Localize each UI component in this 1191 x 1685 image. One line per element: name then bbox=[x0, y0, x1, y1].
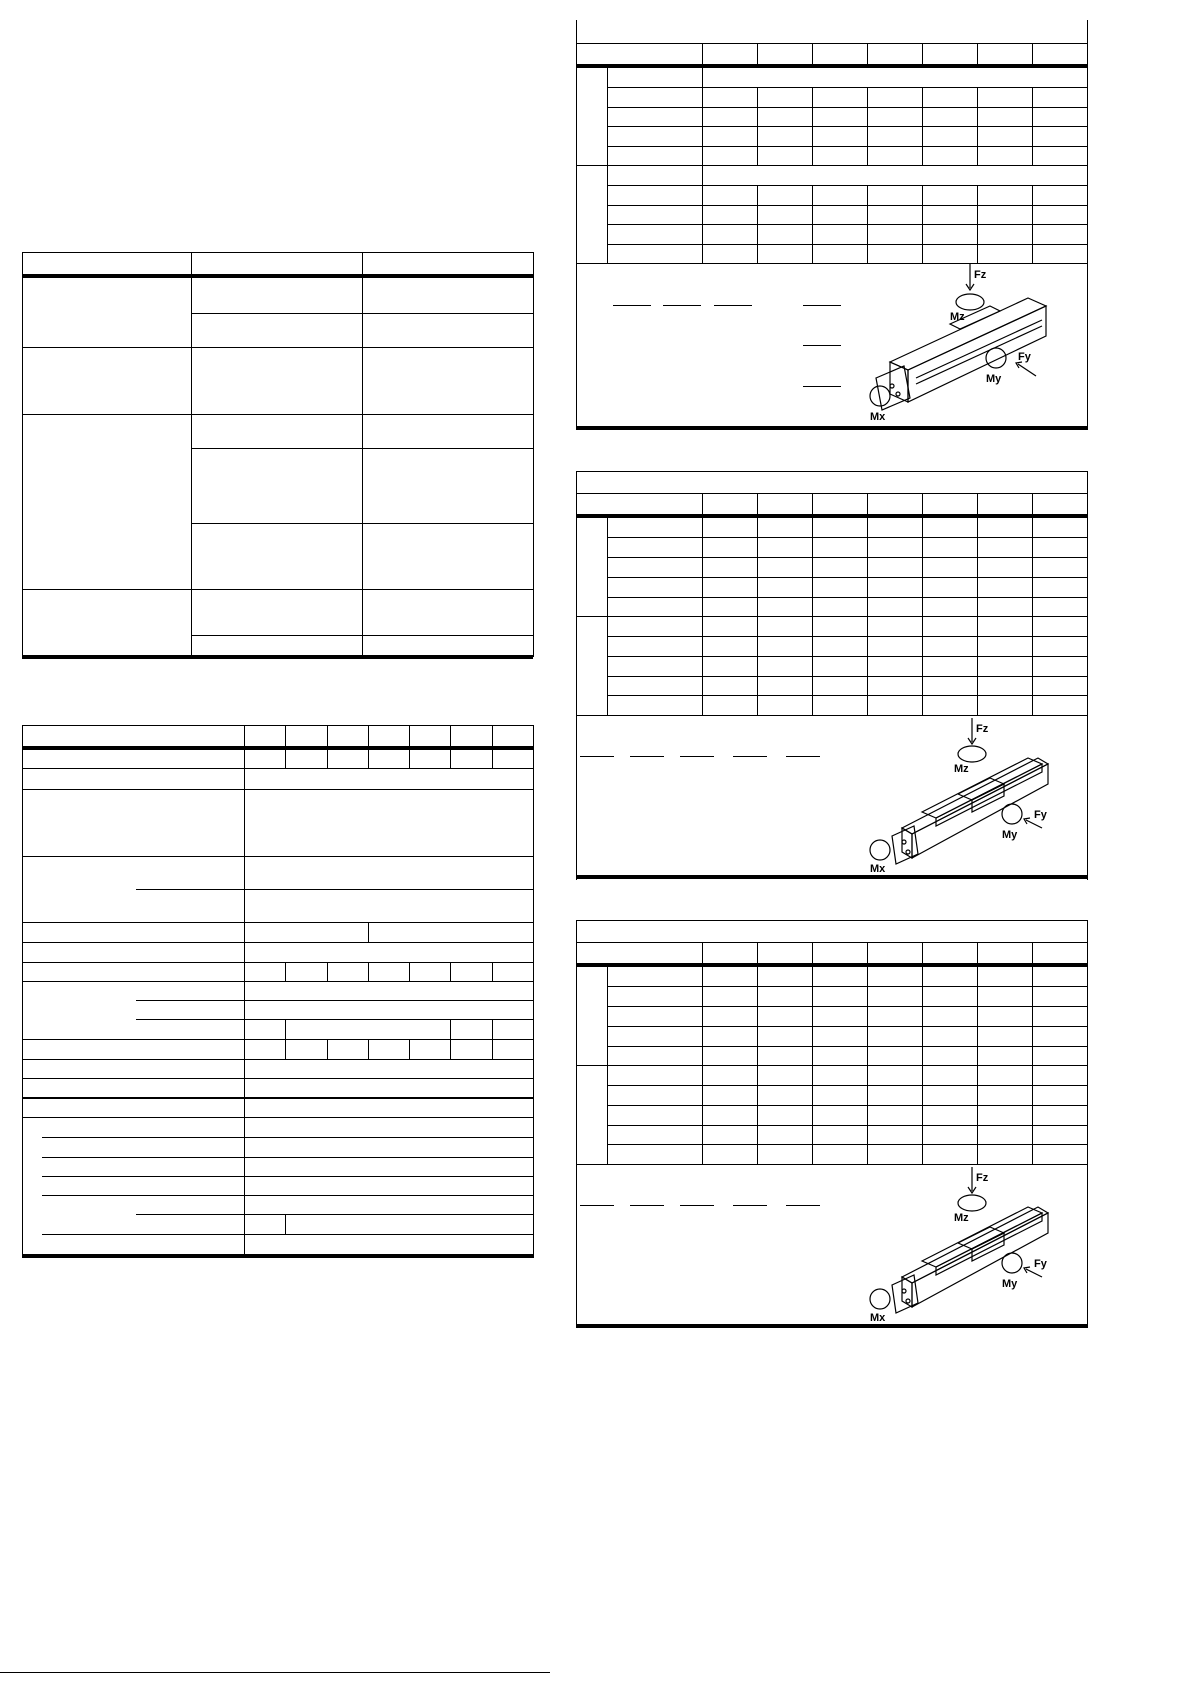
label-fy: Fy bbox=[1034, 809, 1047, 821]
label-mx: Mx bbox=[870, 863, 886, 875]
label-fy: Fy bbox=[1034, 1258, 1047, 1270]
linear-drive-figure-1 bbox=[860, 264, 1060, 424]
label-my: My bbox=[986, 373, 1002, 385]
label-mz: Mz bbox=[954, 763, 969, 775]
linear-drive-figure-2 bbox=[862, 718, 1062, 874]
label-mz: Mz bbox=[954, 1212, 969, 1224]
label-my: My bbox=[1002, 829, 1018, 841]
label-fy: Fy bbox=[1018, 351, 1031, 363]
label-fz: Fz bbox=[976, 1172, 989, 1184]
label-mx: Mx bbox=[870, 411, 886, 423]
linear-drive-figure-3 bbox=[862, 1167, 1062, 1323]
label-fz: Fz bbox=[976, 723, 989, 735]
label-mx: Mx bbox=[870, 1312, 886, 1324]
label-my: My bbox=[1002, 1278, 1018, 1290]
page-footer-rule bbox=[0, 1672, 550, 1673]
label-mz: Mz bbox=[950, 311, 965, 323]
label-fz: Fz bbox=[974, 269, 987, 281]
